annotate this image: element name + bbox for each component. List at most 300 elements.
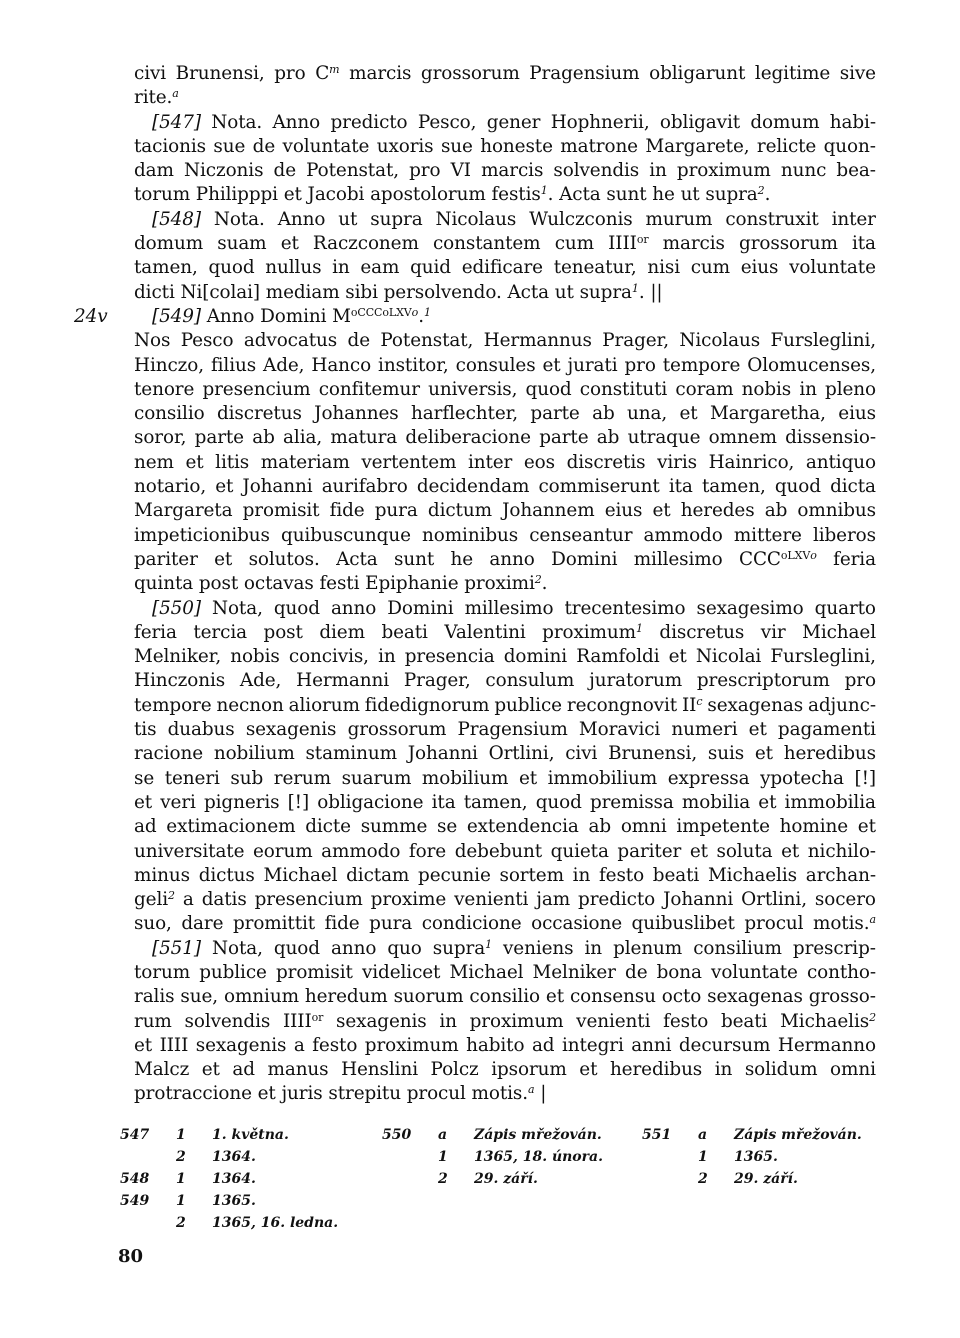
- word: procul: [406, 1083, 466, 1105]
- footnote-mark: 2: [438, 1171, 448, 1187]
- footnote-text: 1365.: [734, 1149, 778, 1165]
- entry-number: [551]: [152, 937, 201, 959]
- word: mittere: [733, 524, 802, 546]
- word: et: [542, 354, 561, 376]
- word: parte: [539, 427, 589, 449]
- word: $IIII^{or}$: [282, 1010, 324, 1032]
- word: suo,: [134, 913, 172, 935]
- word: materiam: [260, 451, 350, 473]
- word: rite.$^a$: [134, 87, 179, 109]
- word: ipsorum: [491, 1059, 567, 1081]
- word: supra$^1$.: [579, 281, 645, 303]
- text-line: [134, 402, 876, 426]
- word: octavas: [243, 573, 314, 595]
- word: constituti: [579, 378, 668, 400]
- word: Nos: [134, 330, 171, 352]
- text-line: [134, 135, 876, 159]
- word: ab: [252, 427, 275, 449]
- text-line: [134, 232, 876, 256]
- word: immobilium: [547, 767, 658, 789]
- word: quarto: [814, 597, 876, 619]
- entry-number: [550]: [152, 597, 201, 619]
- word: mobilia: [681, 791, 751, 813]
- word: IIII: [159, 1034, 189, 1056]
- word: in: [649, 160, 667, 182]
- word: pro: [624, 354, 656, 376]
- footnote-entry: 551: [642, 1127, 672, 1143]
- word: viris: [657, 451, 697, 473]
- word: Philipppi: [195, 184, 278, 206]
- word: de: [347, 330, 370, 352]
- word: socero: [814, 889, 876, 911]
- footnote-mark: 2: [176, 1215, 186, 1231]
- word: tis: [134, 719, 157, 741]
- text-line: [134, 1058, 876, 1082]
- word: ita: [431, 791, 456, 813]
- word: pagamenti: [777, 719, 876, 741]
- word: necnon: [216, 694, 284, 716]
- text-line: [134, 208, 876, 232]
- word: [!]: [287, 791, 310, 813]
- word: et: [201, 1059, 220, 1081]
- word: habito: [466, 1034, 525, 1056]
- word: veniens: [503, 937, 574, 959]
- word: proximum: [676, 160, 771, 182]
- word: matrone: [560, 135, 638, 157]
- text-line: [134, 742, 876, 766]
- word: sexagesimo: [696, 597, 804, 619]
- word: quod: [535, 791, 582, 813]
- word: grossorum: [739, 233, 838, 255]
- word: Niczonis: [184, 160, 264, 182]
- text-line: [134, 912, 876, 936]
- word: civi: [134, 63, 167, 84]
- word: inter: [467, 451, 513, 473]
- word: in: [799, 378, 817, 400]
- word: motis.$^a$: [471, 1083, 535, 1105]
- word: strepitu: [328, 1083, 401, 1105]
- word: omni: [830, 1059, 876, 1081]
- footnote-text: Zápis mřežován.: [474, 1127, 602, 1143]
- word: et: [185, 451, 204, 473]
- word: anni: [631, 1034, 672, 1056]
- word: uxoris: [376, 135, 434, 157]
- word: octo: [661, 986, 702, 1008]
- word: ut: [554, 281, 574, 303]
- word: universis,: [428, 378, 518, 400]
- text-line: [134, 1082, 876, 1106]
- word: et: [748, 719, 767, 741]
- word: recongnovit: [566, 694, 678, 716]
- word: eam: [360, 257, 400, 279]
- text-line: [134, 548, 876, 572]
- entry-number: [548]: [152, 208, 201, 230]
- word: immobilia: [784, 791, 876, 813]
- word: Anno: [277, 208, 326, 230]
- word: consilium: [693, 937, 782, 959]
- word: supra: [370, 208, 423, 230]
- text-line: [134, 694, 876, 718]
- word: tamen,: [463, 791, 528, 813]
- word: suis: [707, 743, 745, 765]
- word: Johanni: [407, 743, 478, 765]
- text-line: [134, 767, 876, 791]
- word: relicte: [756, 135, 817, 157]
- word: sexagenis: [245, 719, 337, 741]
- word: grossorum: [420, 63, 520, 84]
- word: heredum: [304, 986, 388, 1008]
- word: numeri: [671, 719, 738, 741]
- footnote-mark: 1: [698, 1149, 708, 1165]
- word: advocatus: [243, 330, 338, 352]
- word: quod: [525, 378, 572, 400]
- word: eos: [523, 451, 555, 473]
- word: voluntate: [789, 257, 876, 279]
- word: homine: [779, 816, 849, 838]
- text-line: [134, 281, 876, 305]
- word: et: [668, 646, 687, 668]
- word: in: [378, 646, 396, 668]
- word: et: [518, 767, 538, 789]
- word: Melniker,: [134, 646, 222, 668]
- word: grossorum: [347, 719, 447, 741]
- word: Fursleglini,: [770, 646, 876, 668]
- word: Potenstat,: [306, 160, 399, 182]
- word: Valentini: [444, 621, 526, 643]
- word: et: [257, 1083, 276, 1105]
- word: civi: [565, 743, 598, 765]
- main-text: [74, 62, 876, 1107]
- word: et: [857, 816, 876, 838]
- text-line: [134, 62, 876, 86]
- word: proximum: [469, 1010, 564, 1032]
- word: Johanni: [663, 889, 734, 911]
- word: decursum: [678, 1034, 771, 1056]
- word: tenore: [134, 378, 195, 400]
- word: dictus: [198, 864, 255, 886]
- word: obligavit: [659, 111, 741, 133]
- word: bea-: [836, 160, 876, 182]
- footnote-text: 1365, 16. ledna.: [212, 1215, 339, 1231]
- word: decidendam: [416, 476, 530, 498]
- word: honeste: [480, 135, 553, 157]
- word: duabus: [167, 719, 235, 741]
- word: confitemur: [318, 378, 420, 400]
- word: tempore: [134, 694, 212, 716]
- word: Prager,: [602, 330, 669, 352]
- word: beati: [720, 1010, 768, 1032]
- word: Ni[colai]: [180, 281, 261, 303]
- footnote-text: 1364.: [212, 1149, 256, 1165]
- word: festo: [663, 1010, 709, 1032]
- word: eorum: [253, 840, 313, 862]
- text-line: [134, 597, 876, 621]
- word: Michael: [802, 621, 876, 643]
- word: post: [263, 621, 303, 643]
- word: Nota.: [213, 208, 265, 230]
- word: consensu: [569, 986, 656, 1008]
- word: proximi$^2$.: [464, 573, 548, 595]
- word: Pragensium: [529, 63, 640, 84]
- word: Hermannus: [483, 330, 592, 352]
- word: suam: [217, 233, 267, 255]
- footnote-text: 1. května.: [212, 1127, 289, 1143]
- text-line: [134, 840, 876, 864]
- word: sexagenas: [707, 986, 803, 1008]
- word: tamen,: [134, 257, 198, 279]
- word: archan-: [805, 864, 876, 886]
- word: aliorum: [288, 694, 360, 716]
- word: summe: [360, 816, 428, 838]
- word: Acta: [507, 281, 550, 303]
- word: ad: [232, 1059, 255, 1081]
- word: et: [283, 184, 302, 206]
- word: harflechter,: [411, 403, 519, 425]
- word: Hermanno: [777, 1034, 876, 1056]
- word: et: [134, 791, 153, 813]
- word: sue,: [180, 986, 219, 1008]
- word: nem: [134, 451, 174, 473]
- word: consilio: [469, 986, 540, 1008]
- word: soror,: [134, 427, 187, 449]
- footnote-mark: 2: [698, 1171, 708, 1187]
- word: tamen,: [701, 476, 766, 498]
- word: grosso-: [808, 986, 876, 1008]
- word: institor,: [378, 354, 449, 376]
- word: bona: [656, 961, 702, 983]
- word: habi-: [829, 111, 876, 133]
- word: Henslini: [341, 1059, 418, 1081]
- word: anno: [489, 548, 535, 570]
- word: sexagenis: [336, 1010, 427, 1032]
- word: heredes: [680, 500, 755, 522]
- word: vertentem: [361, 451, 457, 473]
- word: voluntate: [711, 961, 798, 983]
- text-line: [134, 961, 876, 985]
- word: dam: [134, 160, 174, 182]
- word: obligarunt: [649, 63, 746, 84]
- word: Michael: [263, 864, 338, 886]
- word: pro: [844, 670, 876, 692]
- word: et: [758, 791, 777, 813]
- word: ab: [596, 427, 620, 449]
- text-line: [134, 426, 876, 450]
- word: et: [545, 986, 564, 1008]
- text-line: [134, 864, 876, 888]
- word: integri: [561, 1034, 624, 1056]
- word: pro: [274, 63, 306, 84]
- word: diem: [319, 621, 365, 643]
- word: videlicet: [361, 961, 441, 983]
- word: dicta: [830, 476, 876, 498]
- word: sue: [440, 135, 473, 157]
- word: promisit: [242, 500, 320, 522]
- word: Nota,: [211, 597, 263, 619]
- word: tercia: [193, 621, 247, 643]
- text-line: [134, 159, 876, 183]
- word: Domini: [551, 548, 618, 570]
- word: quinta: [134, 573, 194, 595]
- word: Domini: [260, 305, 327, 327]
- word: feria: [134, 621, 177, 643]
- word: Malcz: [134, 1059, 190, 1081]
- word: teneri: [164, 767, 220, 789]
- word: Margarete,: [645, 135, 750, 157]
- word: sexagenis: [195, 1034, 287, 1056]
- word: veri: [160, 791, 196, 813]
- entry-number: [547]: [152, 111, 201, 133]
- word: sue: [213, 135, 246, 157]
- word: suorum: [393, 986, 464, 1008]
- word: ||: [650, 281, 663, 303]
- word: anno: [330, 597, 377, 619]
- word: et: [215, 476, 234, 498]
- word: Pesco: [180, 330, 234, 352]
- word: marcis: [349, 63, 412, 84]
- word: Anno: [206, 305, 255, 327]
- text-line: [134, 645, 876, 669]
- word: anno: [330, 937, 377, 959]
- word: pleno: [825, 378, 876, 400]
- word: supra$^1$: [432, 937, 492, 959]
- word: Hermanni: [296, 670, 390, 692]
- word: fide: [324, 913, 360, 935]
- word: in: [439, 1010, 457, 1032]
- word: presencia: [404, 646, 495, 668]
- word: festo: [598, 864, 645, 886]
- word: Michaelis$^2$: [780, 1010, 876, 1032]
- word: jurati: [567, 354, 618, 376]
- word: censeantur: [529, 524, 633, 546]
- word: marcis: [662, 233, 725, 255]
- word: ita: [668, 476, 693, 498]
- word: edificare: [461, 257, 543, 279]
- word: omnibus: [797, 500, 876, 522]
- text-line: [134, 378, 876, 402]
- text-line: [134, 888, 876, 912]
- footnote-text: 29. září.: [474, 1171, 538, 1187]
- word: Brunensi,: [608, 743, 698, 765]
- word: venienti: [454, 889, 529, 911]
- word: ita: [851, 233, 876, 255]
- word: omni: [620, 816, 667, 838]
- word: Brunensi,: [175, 63, 265, 84]
- word: prescrip-: [792, 937, 876, 959]
- text-line: [134, 451, 876, 475]
- word: consules: [455, 354, 536, 376]
- word: Prager,: [403, 670, 471, 692]
- text-line: [134, 111, 876, 135]
- word: sexagenas: [707, 694, 804, 716]
- word: festis$^1$.: [491, 184, 554, 206]
- word: impetente: [676, 816, 770, 838]
- word: ypotecha: [760, 767, 844, 789]
- text-line: [134, 718, 876, 742]
- word: una,: [627, 403, 668, 425]
- word: juratorum: [589, 670, 683, 692]
- word: torum: [134, 184, 191, 206]
- word: jam: [536, 889, 571, 911]
- word: he: [450, 548, 474, 570]
- word: eius: [740, 257, 779, 279]
- footnote-entry: 547: [120, 1127, 150, 1143]
- word: $C^m$: [315, 63, 340, 84]
- word: ad: [531, 1034, 555, 1056]
- word: notario,: [134, 476, 207, 498]
- word: beati: [381, 621, 428, 643]
- word: festi: [319, 573, 360, 595]
- word: alia,: [283, 427, 323, 449]
- word: construxit: [725, 208, 819, 230]
- word: parte: [194, 427, 244, 449]
- word: suarum: [341, 767, 412, 789]
- word: publice: [494, 694, 562, 716]
- word: domum: [750, 111, 820, 133]
- word: Hanco: [311, 354, 372, 376]
- word: dissensio-: [785, 427, 876, 449]
- word: prescriptorum: [696, 670, 830, 692]
- word: feria: [833, 548, 876, 570]
- footnote-mark: 1: [176, 1127, 186, 1143]
- word: consulum: [485, 670, 575, 692]
- word: trecentesimo: [564, 597, 686, 619]
- word: Polcz: [430, 1059, 479, 1081]
- word: Ortlini,: [488, 743, 555, 765]
- word: occasione: [531, 913, 622, 935]
- word: Margareta: [134, 500, 233, 522]
- word: post: [198, 573, 239, 595]
- word: quon-: [823, 135, 876, 157]
- word: antiquo: [805, 451, 876, 473]
- word: constantem: [432, 233, 541, 255]
- word: cum: [554, 233, 594, 255]
- word: discretis: [566, 451, 646, 473]
- word: heredibus: [783, 743, 876, 765]
- word: solvendis: [184, 1010, 271, 1032]
- word: cum: [690, 257, 730, 279]
- word: extimacionem: [166, 816, 296, 838]
- footnote-mark: a: [698, 1127, 708, 1143]
- word: dare: [181, 913, 224, 935]
- word: Hophnerii,: [550, 111, 650, 133]
- word: ab: [764, 500, 788, 522]
- word: Potenstat,: [380, 330, 474, 352]
- word: fidedignorum: [364, 694, 490, 716]
- text-line: [134, 669, 876, 693]
- word: Acta: [559, 184, 601, 206]
- word: teneatur,: [553, 257, 637, 279]
- word: Ade,: [263, 354, 305, 376]
- word: quod: [273, 937, 320, 959]
- word: staminum: [305, 743, 397, 765]
- word: discretus: [659, 621, 745, 643]
- word: deliberacione: [405, 427, 531, 449]
- word: quod: [208, 257, 255, 279]
- word: quod: [273, 597, 320, 619]
- word: Raczconem: [312, 233, 419, 255]
- word: predicto: [578, 889, 656, 911]
- word: et: [579, 1059, 598, 1081]
- word: Hainrico,: [708, 451, 795, 473]
- text-line: [134, 524, 876, 548]
- word: mediam: [265, 281, 340, 303]
- word: ab: [592, 403, 615, 425]
- word: torum: [134, 961, 191, 983]
- word: Johannem: [502, 500, 595, 522]
- word: Nota,: [211, 937, 263, 959]
- word: murum: [645, 208, 713, 230]
- word: Johannes: [314, 403, 399, 425]
